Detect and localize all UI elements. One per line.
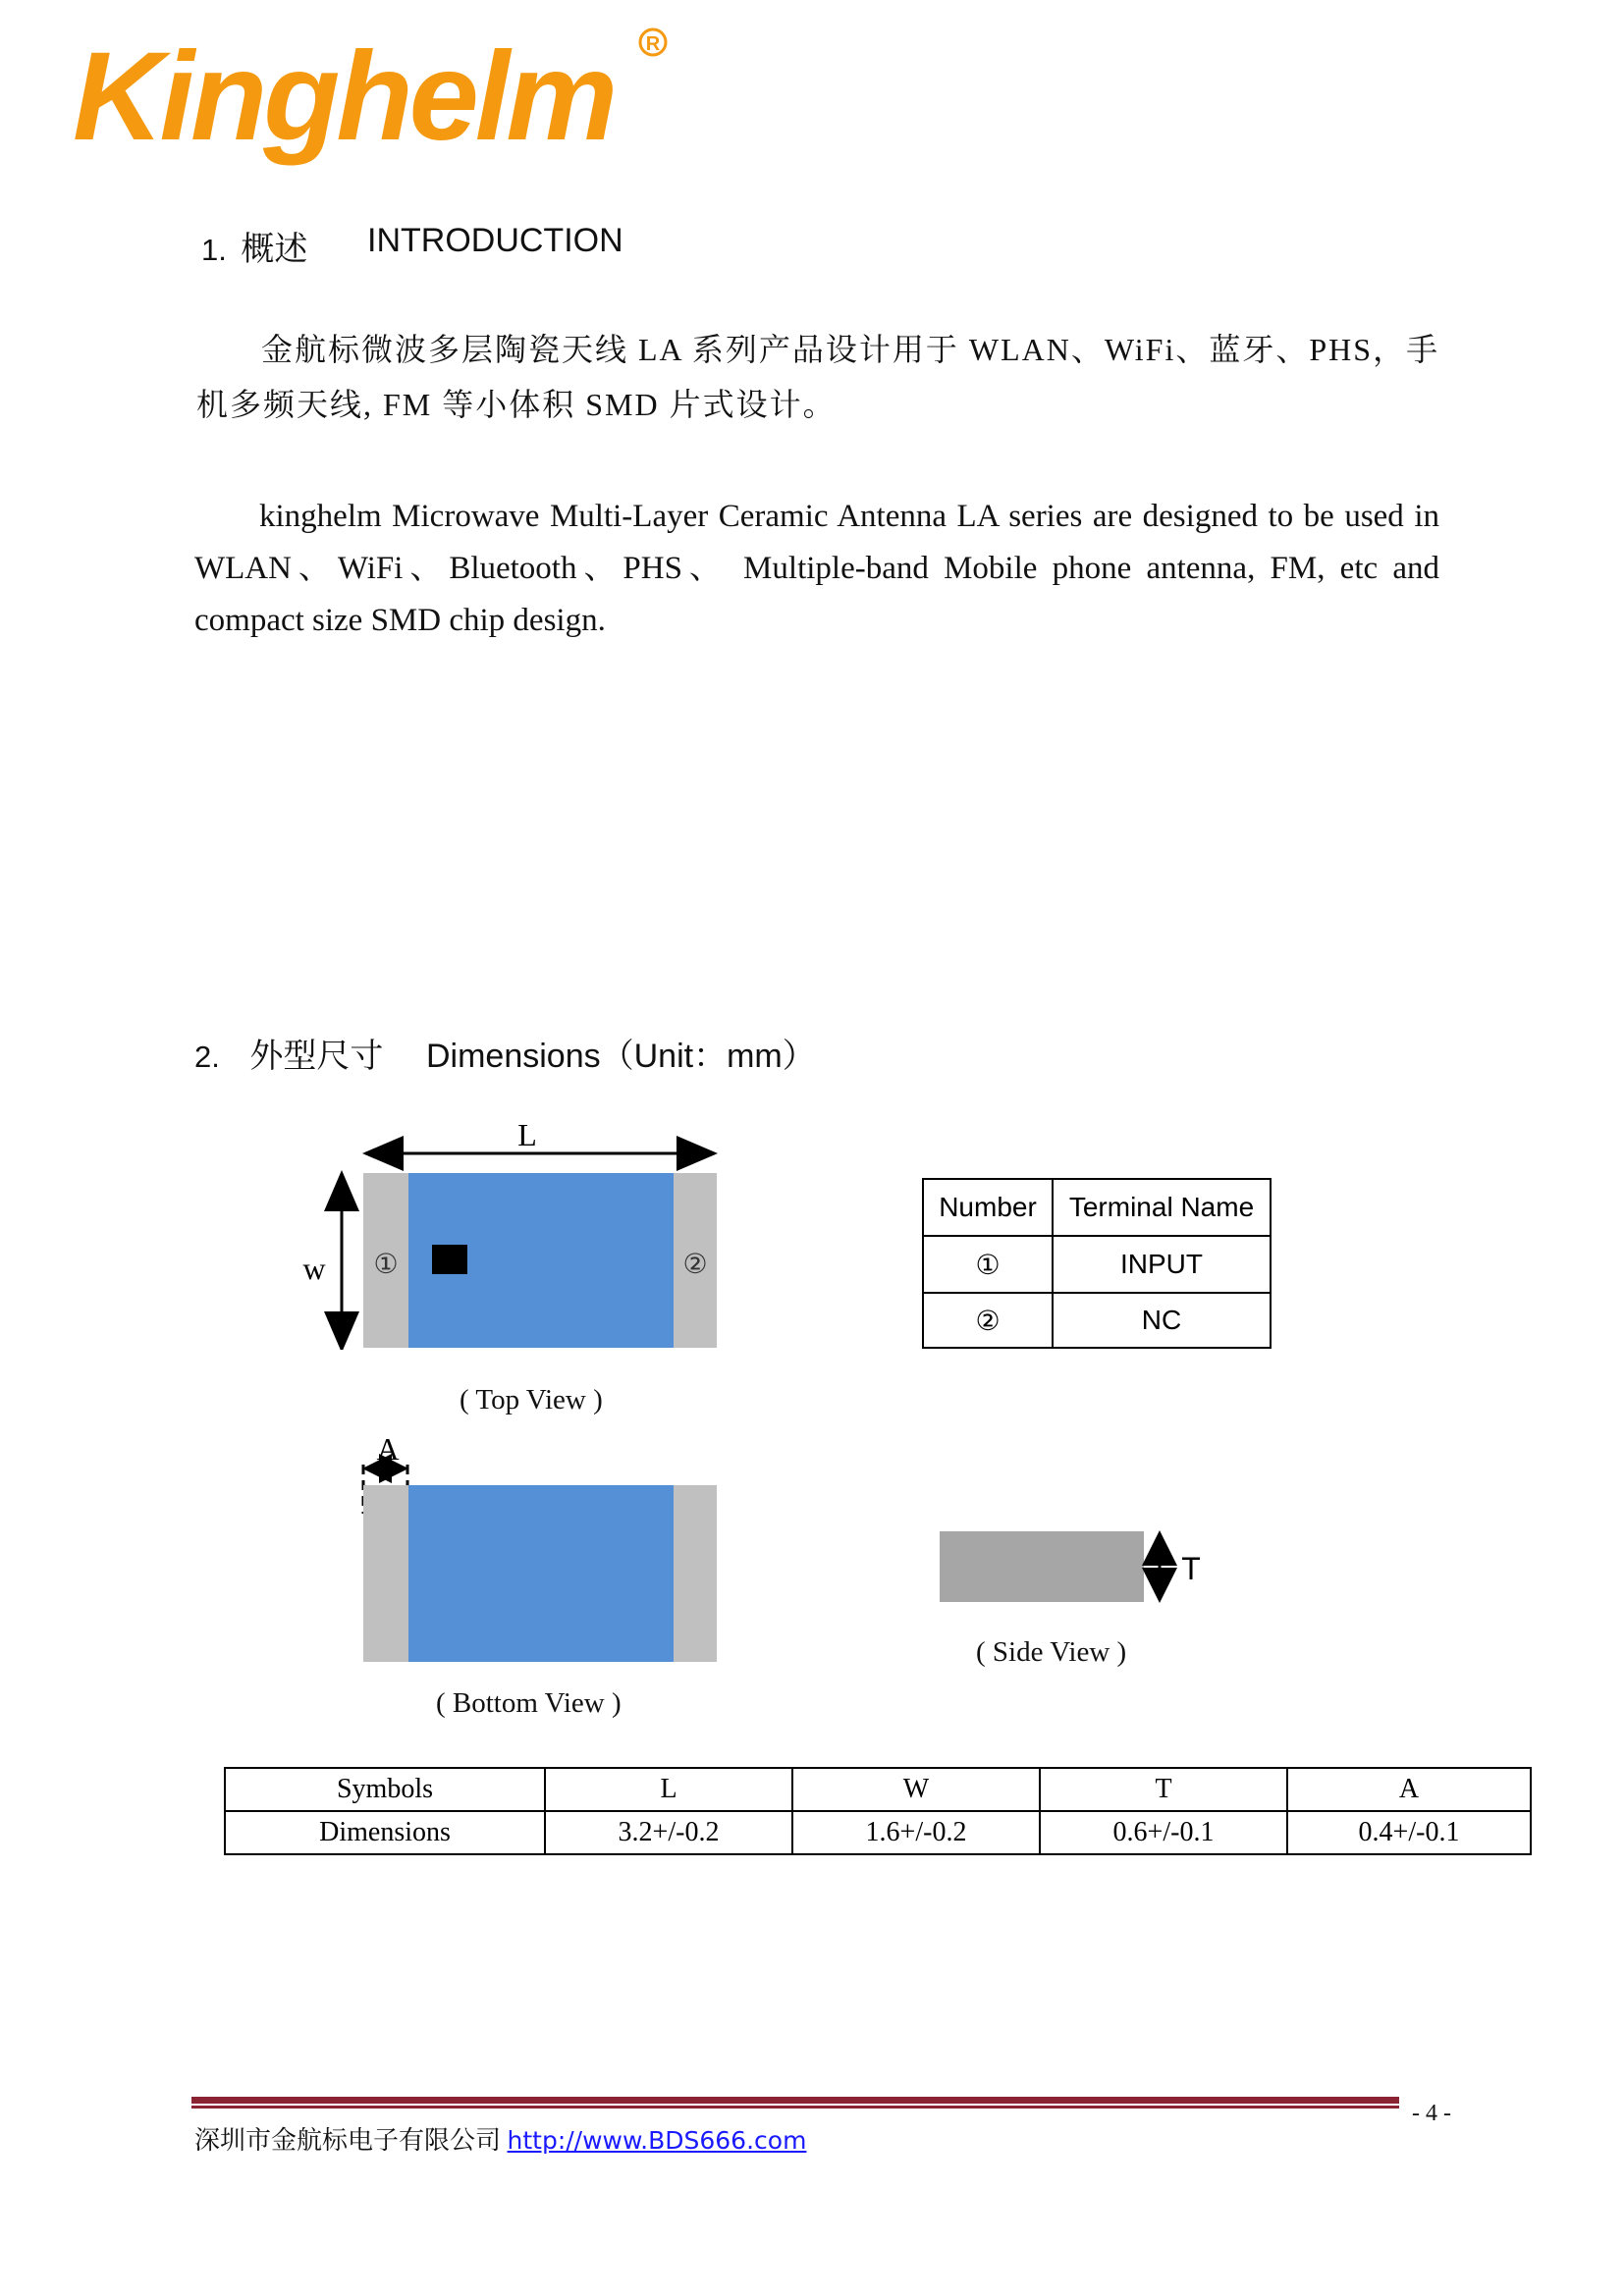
dim-value-A: 0.4+/-0.1	[1287, 1811, 1531, 1854]
intro-paragraph-en: kinghelm Microwave Multi-Layer Ceramic Antenna LA series are designed to be used in WLAN、WiFi、Bluetooth、PHS、 Multiple-band Mobile phone antenna, FM, etc and compact size SMD chip design.	[194, 499, 1439, 638]
label-L: L	[517, 1117, 537, 1152]
dim-header-W: W	[792, 1768, 1040, 1811]
bottom-terminal-left	[363, 1485, 408, 1662]
terminal-row-1-number: ①	[923, 1236, 1053, 1293]
bottom-view-diagram	[353, 1423, 727, 1669]
dim-header-A: A	[1287, 1768, 1531, 1811]
terminal-header-number: Number	[923, 1179, 1053, 1236]
footer-company: 深圳市金航标电子有限公司	[194, 2126, 502, 2155]
terminal-header-name: Terminal Name	[1053, 1179, 1271, 1236]
label-W: w	[302, 1251, 326, 1286]
footer	[194, 2120, 806, 2157]
section-1-title-cn: 概述	[241, 231, 308, 268]
page-number: - 4 -	[1412, 2101, 1451, 2126]
top-view-diagram	[295, 1114, 736, 1350]
dim-value-W: 1.6+/-0.2	[792, 1811, 1040, 1854]
dim-header-L: L	[545, 1768, 792, 1811]
bottom-chip-body	[408, 1485, 674, 1662]
dim-row-label: Dimensions	[225, 1811, 545, 1854]
pin-2-label: ②	[682, 1248, 708, 1280]
section-1-title-en: INTRODUCTION	[367, 222, 623, 259]
bottom-view-caption: ( Bottom View )	[436, 1687, 622, 1719]
section-2-title-en: Dimensions（Unit：mm）	[426, 1038, 816, 1075]
dim-value-T: 0.6+/-0.1	[1040, 1811, 1287, 1854]
label-A: A	[376, 1431, 400, 1467]
side-view-caption: ( Side View )	[976, 1636, 1127, 1668]
dim-header-symbols: Symbols	[225, 1768, 545, 1811]
logo-text: Kinghelm	[73, 27, 615, 167]
bottom-terminal-right	[674, 1485, 717, 1662]
section-2-number: 2.	[194, 1040, 220, 1074]
top-view-caption: ( Top View )	[460, 1384, 603, 1415]
footer-rule-thick	[191, 2097, 1399, 2104]
dimension-table	[224, 1767, 1532, 1855]
label-T: T	[1181, 1551, 1201, 1586]
terminal-row-2-name: NC	[1053, 1293, 1271, 1348]
terminal-row-1-name: INPUT	[1053, 1236, 1271, 1293]
section-2-heading	[194, 1029, 816, 1077]
pin-1-label: ①	[373, 1248, 399, 1280]
intro-paragraph-cn: 金航标微波多层陶瓷天线 LA 系列产品设计用于 WLAN、WiFi、蓝牙、PHS，手机多频天线, FM 等小体积 SMD 片式设计。	[196, 332, 1440, 422]
kinghelm-logo	[71, 22, 699, 169]
dim-header-T: T	[1040, 1768, 1287, 1811]
footer-rule-thin	[191, 2106, 1399, 2109]
section-1-number: 1.	[201, 233, 227, 267]
dim-value-L: 3.2+/-0.2	[545, 1811, 792, 1854]
side-body	[940, 1531, 1144, 1602]
terminal-table	[922, 1178, 1272, 1349]
side-view-diagram	[938, 1522, 1213, 1620]
footer-website-link[interactable]: http://www.BDS666.com	[507, 2126, 807, 2155]
terminal-row-2-number: ②	[923, 1293, 1053, 1348]
svg-text:R: R	[645, 33, 661, 55]
section-1-heading	[201, 222, 623, 270]
orientation-mark	[432, 1245, 467, 1274]
section-2-title-cn: 外型尺寸	[249, 1038, 384, 1075]
